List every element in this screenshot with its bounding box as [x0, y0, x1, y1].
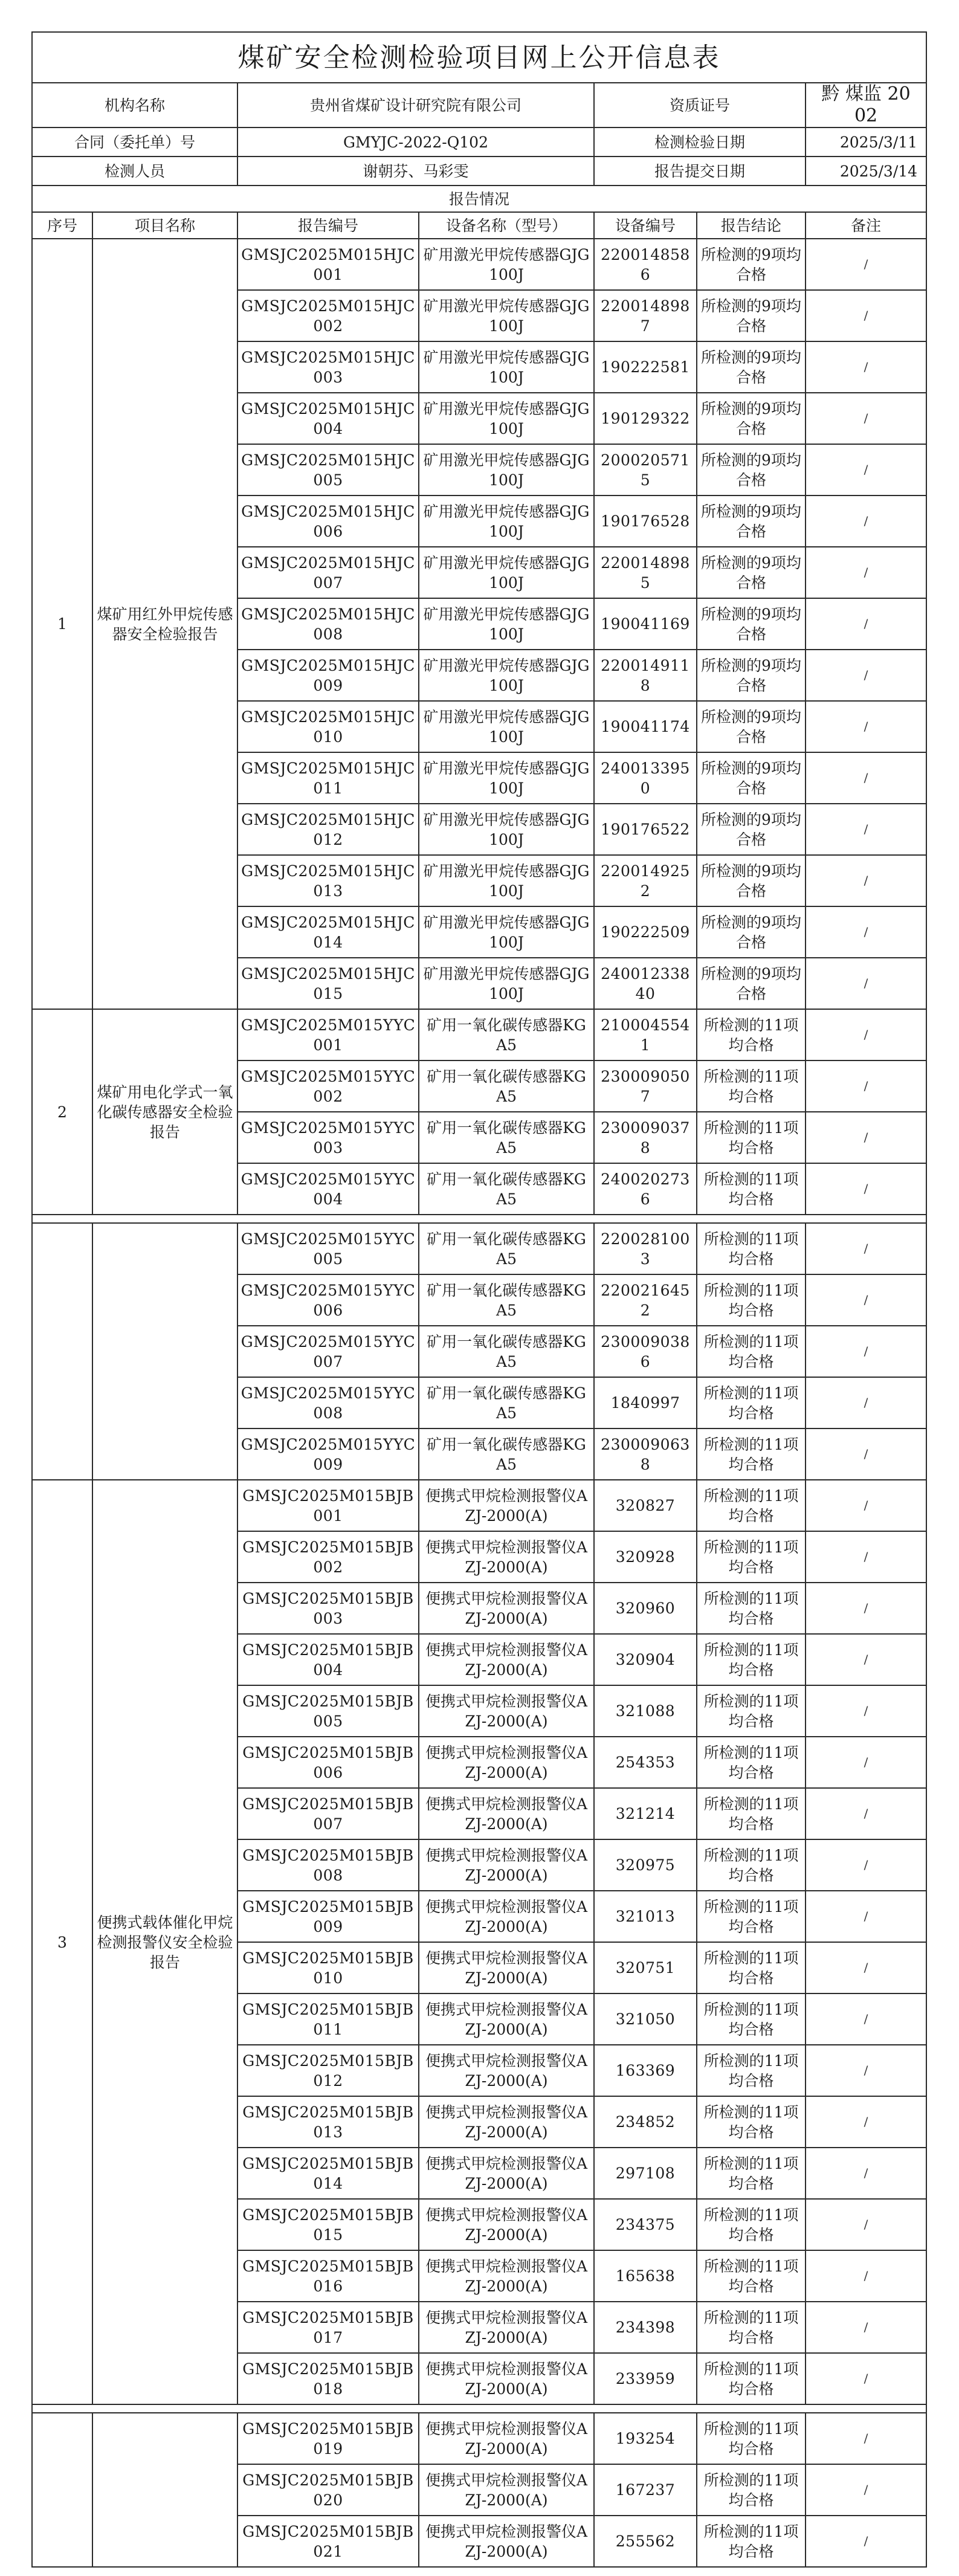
divider-cell [32, 1215, 926, 1223]
row-report-number: GMSJC2025M015YYC001 [237, 1009, 419, 1060]
row-device-name: 便携式甲烷检测报警仪AZJ-2000(A) [419, 2148, 594, 2199]
row-device-name: 便携式甲烷检测报警仪AZJ-2000(A) [419, 1993, 594, 2045]
row-conclusion: 所检测的11项均合格 [697, 1788, 806, 1839]
row-conclusion: 所检测的11项均合格 [697, 1112, 806, 1163]
row-conclusion: 所检测的11项均合格 [697, 2148, 806, 2199]
column-header-conclusion: 报告结论 [697, 212, 806, 239]
contract-value: GMYJC-2022-Q102 [237, 128, 594, 157]
row-conclusion: 所检测的9项均合格 [697, 598, 806, 650]
row-note: / [806, 1112, 926, 1163]
row-note: / [806, 393, 926, 444]
row-device-name: 矿用激光甲烷传感器GJG100J [419, 496, 594, 547]
row-note: / [806, 2516, 926, 2567]
table-row [32, 1480, 926, 1531]
row-report-number: GMSJC2025M015BJB015 [237, 2199, 419, 2250]
row-seq: 1 [32, 239, 92, 1009]
section-title: 报告情况 [32, 186, 926, 212]
row-note: / [806, 1163, 926, 1215]
row-report-number: GMSJC2025M015BJB006 [237, 1737, 419, 1788]
row-report-number: GMSJC2025M015BJB003 [237, 1583, 419, 1634]
row-device-serial: 320975 [594, 1839, 697, 1891]
row-device-serial: 2200149252 [594, 855, 697, 906]
row-report-number: GMSJC2025M015BJB016 [237, 2250, 419, 2302]
column-header-seq: 序号 [32, 212, 92, 239]
row-device-serial: 321050 [594, 1993, 697, 2045]
row-device-name: 矿用激光甲烷传感器GJG100J [419, 444, 594, 496]
row-device-name: 便携式甲烷检测报警仪AZJ-2000(A) [419, 2096, 594, 2148]
row-device-name: 矿用激光甲烷传感器GJG100J [419, 804, 594, 855]
row-conclusion: 所检测的9项均合格 [697, 290, 806, 341]
row-conclusion: 所检测的11项均合格 [697, 2302, 806, 2353]
row-report-number: GMSJC2025M015HJC015 [237, 958, 419, 1009]
row-device-serial: 233959 [594, 2353, 697, 2404]
row-conclusion: 所检测的11项均合格 [697, 1060, 806, 1112]
row-device-name: 矿用一氧化碳传感器KGA5 [419, 1377, 594, 1428]
row-report-number: GMSJC2025M015BJB007 [237, 1788, 419, 1839]
row-device-serial: 1840997 [594, 1377, 697, 1428]
row-conclusion: 所检测的11项均合格 [697, 2413, 806, 2464]
row-report-number: GMSJC2025M015BJB012 [237, 2045, 419, 2096]
row-device-name: 便携式甲烷检测报警仪AZJ-2000(A) [419, 1788, 594, 1839]
row-report-number: GMSJC2025M015BJB008 [237, 1839, 419, 1891]
row-project: 煤矿用红外甲烷传感器安全检验报告 [92, 239, 237, 1009]
row-note: / [806, 341, 926, 393]
row-conclusion: 所检测的11项均合格 [697, 1428, 806, 1480]
row-device-serial: 24001233840 [594, 958, 697, 1009]
row-note: / [806, 2302, 926, 2353]
row-conclusion: 所检测的11项均合格 [697, 1634, 806, 1685]
contract-label: 合同（委托单）号 [32, 128, 237, 157]
row-note: / [806, 2148, 926, 2199]
row-device-name: 矿用激光甲烷传感器GJG100J [419, 958, 594, 1009]
row-note: / [806, 2045, 926, 2096]
row-conclusion: 所检测的9项均合格 [697, 239, 806, 290]
row-note: / [806, 1428, 926, 1480]
row-note: / [806, 1480, 926, 1531]
row-device-name: 便携式甲烷检测报警仪AZJ-2000(A) [419, 2413, 594, 2464]
info-table [31, 31, 927, 2568]
divider-cell [32, 2404, 926, 2413]
row-device-name: 便携式甲烷检测报警仪AZJ-2000(A) [419, 1583, 594, 1634]
row-seq: 3 [32, 1480, 92, 2404]
row-device-name: 矿用激光甲烷传感器GJG100J [419, 650, 594, 701]
inspect-date-value: 2025/3/11 [806, 128, 926, 157]
row-conclusion: 所检测的11项均合格 [697, 1685, 806, 1737]
row-note: / [806, 444, 926, 496]
row-device-name: 矿用激光甲烷传感器GJG100J [419, 547, 594, 598]
row-device-serial: 2300090507 [594, 1060, 697, 1112]
row-conclusion: 所检测的9项均合格 [697, 496, 806, 547]
row-device-serial: 255562 [594, 2516, 697, 2567]
row-note: / [806, 2464, 926, 2516]
row-device-name: 矿用激光甲烷传感器GJG100J [419, 855, 594, 906]
row-device-name: 矿用激光甲烷传感器GJG100J [419, 341, 594, 393]
row-report-number: GMSJC2025M015BJB010 [237, 1942, 419, 1993]
row-device-name: 矿用一氧化碳传感器KGA5 [419, 1223, 594, 1274]
row-report-number: GMSJC2025M015HJC010 [237, 701, 419, 752]
row-note: / [806, 290, 926, 341]
row-device-name: 矿用激光甲烷传感器GJG100J [419, 701, 594, 752]
row-conclusion: 所检测的11项均合格 [697, 1274, 806, 1326]
column-header-device: 设备名称（型号） [419, 212, 594, 239]
row-device-name: 矿用一氧化碳传感器KGA5 [419, 1428, 594, 1480]
org-label: 机构名称 [32, 83, 237, 128]
row-device-name: 便携式甲烷检测报警仪AZJ-2000(A) [419, 1685, 594, 1737]
row-device-serial: 320904 [594, 1634, 697, 1685]
row-device-serial: 234852 [594, 2096, 697, 2148]
row-report-number: GMSJC2025M015BJB019 [237, 2413, 419, 2464]
row-note: / [806, 1583, 926, 1634]
row-note: / [806, 547, 926, 598]
row-device-serial: 2000205715 [594, 444, 697, 496]
staff-label: 检测人员 [32, 157, 237, 186]
row-seq: 2 [32, 1009, 92, 1215]
row-device-serial: 165638 [594, 2250, 697, 2302]
row-device-serial: 2200148586 [594, 239, 697, 290]
row-report-number: GMSJC2025M015HJC006 [237, 496, 419, 547]
row-device-serial: 2400202736 [594, 1163, 697, 1215]
row-device-name: 矿用激光甲烷传感器GJG100J [419, 752, 594, 804]
row-device-serial: 234398 [594, 2302, 697, 2353]
row-report-number: GMSJC2025M015BJB002 [237, 1531, 419, 1583]
row-note: / [806, 650, 926, 701]
row-note: / [806, 2096, 926, 2148]
row-device-name: 矿用激光甲烷传感器GJG100J [419, 239, 594, 290]
row-device-serial: 297108 [594, 2148, 697, 2199]
row-conclusion: 所检测的11项均合格 [697, 2199, 806, 2250]
row-conclusion: 所检测的9项均合格 [697, 752, 806, 804]
info-sheet [31, 31, 926, 2568]
row-note: / [806, 2413, 926, 2464]
column-header-project: 项目名称 [92, 212, 237, 239]
row-device-name: 便携式甲烷检测报警仪AZJ-2000(A) [419, 1891, 594, 1942]
row-device-name: 便携式甲烷检测报警仪AZJ-2000(A) [419, 1737, 594, 1788]
row-device-name: 矿用一氧化碳传感器KGA5 [419, 1326, 594, 1377]
row-device-serial: 320928 [594, 1531, 697, 1583]
row-conclusion: 所检测的9项均合格 [697, 547, 806, 598]
row-conclusion: 所检测的11项均合格 [697, 2045, 806, 2096]
row-device-name: 便携式甲烷检测报警仪AZJ-2000(A) [419, 1480, 594, 1531]
row-report-number: GMSJC2025M015HJC009 [237, 650, 419, 701]
row-device-name: 矿用激光甲烷传感器GJG100J [419, 598, 594, 650]
row-conclusion: 所检测的11项均合格 [697, 1163, 806, 1215]
row-device-serial: 320960 [594, 1583, 697, 1634]
row-report-number: GMSJC2025M015BJB020 [237, 2464, 419, 2516]
column-header-row [32, 212, 926, 239]
row-conclusion: 所检测的9项均合格 [697, 650, 806, 701]
row-conclusion: 所检测的11项均合格 [697, 1377, 806, 1428]
table-row [32, 1223, 926, 1274]
row-report-number: GMSJC2025M015BJB004 [237, 1634, 419, 1685]
row-device-name: 矿用一氧化碳传感器KGA5 [419, 1163, 594, 1215]
row-note: / [806, 1377, 926, 1428]
row-note: / [806, 239, 926, 290]
row-device-serial: 2200281003 [594, 1223, 697, 1274]
row-device-name: 矿用激光甲烷传感器GJG100J [419, 906, 594, 958]
row-report-number: GMSJC2025M015HJC013 [237, 855, 419, 906]
row-report-number: GMSJC2025M015BJB011 [237, 1993, 419, 2045]
section-divider [32, 1215, 926, 1223]
row-device-serial: 234375 [594, 2199, 697, 2250]
row-device-serial: 190176528 [594, 496, 697, 547]
row-conclusion: 所检测的11项均合格 [697, 1326, 806, 1377]
row-device-serial: 190041174 [594, 701, 697, 752]
row-note: / [806, 906, 926, 958]
row-device-name: 矿用一氧化碳传感器KGA5 [419, 1009, 594, 1060]
row-device-serial: 163369 [594, 2045, 697, 2096]
row-conclusion: 所检测的11项均合格 [697, 2353, 806, 2404]
row-device-name: 便携式甲烷检测报警仪AZJ-2000(A) [419, 2250, 594, 2302]
row-conclusion: 所检测的11项均合格 [697, 1480, 806, 1531]
row-device-serial: 190041169 [594, 598, 697, 650]
row-device-serial: 2200216452 [594, 1274, 697, 1326]
row-device-serial: 193254 [594, 2413, 697, 2464]
row-report-number: GMSJC2025M015YYC009 [237, 1428, 419, 1480]
row-report-number: GMSJC2025M015HJC012 [237, 804, 419, 855]
row-note: / [806, 1009, 926, 1060]
row-device-name: 矿用激光甲烷传感器GJG100J [419, 290, 594, 341]
row-device-serial: 254353 [594, 1737, 697, 1788]
row-device-serial: 190222581 [594, 341, 697, 393]
row-device-serial: 2100045541 [594, 1009, 697, 1060]
row-device-name: 便携式甲烷检测报警仪AZJ-2000(A) [419, 1839, 594, 1891]
row-conclusion: 所检测的11项均合格 [697, 2516, 806, 2567]
row-device-name: 便携式甲烷检测报警仪AZJ-2000(A) [419, 2353, 594, 2404]
row-device-serial: 2400133950 [594, 752, 697, 804]
row-device-serial: 2200149118 [594, 650, 697, 701]
row-note: / [806, 1942, 926, 1993]
row-note: / [806, 1839, 926, 1891]
inspect-date-label: 检测检验日期 [594, 128, 806, 157]
row-conclusion: 所检测的9项均合格 [697, 906, 806, 958]
row-project: 便携式载体催化甲烷检测报警仪安全检验报告 [92, 1480, 237, 2404]
row-report-number: GMSJC2025M015YYC002 [237, 1060, 419, 1112]
row-device-name: 便携式甲烷检测报警仪AZJ-2000(A) [419, 1942, 594, 1993]
row-conclusion: 所检测的11项均合格 [697, 1891, 806, 1942]
row-conclusion: 所检测的9项均合格 [697, 341, 806, 393]
row-note: / [806, 1634, 926, 1685]
row-note: / [806, 1326, 926, 1377]
column-header-serial: 设备编号 [594, 212, 697, 239]
row-report-number: GMSJC2025M015HJC003 [237, 341, 419, 393]
cert-label: 资质证号 [594, 83, 806, 128]
row-report-number: GMSJC2025M015BJB021 [237, 2516, 419, 2567]
row-note: / [806, 752, 926, 804]
row-device-serial: 2300090386 [594, 1326, 697, 1377]
row-device-serial: 2300090638 [594, 1428, 697, 1480]
row-project-continued [92, 2413, 237, 2567]
column-header-note: 备注 [806, 212, 926, 239]
row-device-serial: 190222509 [594, 906, 697, 958]
row-conclusion: 所检测的11项均合格 [697, 2096, 806, 2148]
row-conclusion: 所检测的11项均合格 [697, 1223, 806, 1274]
row-project-continued [92, 1223, 237, 1480]
org-value: 贵州省煤矿设计研究院有限公司 [237, 83, 594, 128]
row-conclusion: 所检测的11项均合格 [697, 2464, 806, 2516]
row-note: / [806, 496, 926, 547]
row-report-number: GMSJC2025M015BJB013 [237, 2096, 419, 2148]
row-device-serial: 321088 [594, 1685, 697, 1737]
row-report-number: GMSJC2025M015HJC004 [237, 393, 419, 444]
row-conclusion: 所检测的11项均合格 [697, 1942, 806, 1993]
row-device-name: 便携式甲烷检测报警仪AZJ-2000(A) [419, 2199, 594, 2250]
row-note: / [806, 1737, 926, 1788]
table-row [32, 1009, 926, 1060]
row-device-name: 便携式甲烷检测报警仪AZJ-2000(A) [419, 2516, 594, 2567]
row-device-serial: 321214 [594, 1788, 697, 1839]
row-device-name: 便携式甲烷检测报警仪AZJ-2000(A) [419, 2045, 594, 2096]
cert-value: 黔 煤监 20 02 [806, 83, 926, 128]
row-conclusion: 所检测的11项均合格 [697, 1737, 806, 1788]
row-report-number: GMSJC2025M015HJC011 [237, 752, 419, 804]
row-note: / [806, 598, 926, 650]
row-device-serial: 320827 [594, 1480, 697, 1531]
row-device-serial: 2200148985 [594, 547, 697, 598]
row-report-number: GMSJC2025M015BJB005 [237, 1685, 419, 1737]
row-report-number: GMSJC2025M015YYC003 [237, 1112, 419, 1163]
row-conclusion: 所检测的11项均合格 [697, 1531, 806, 1583]
row-note: / [806, 958, 926, 1009]
section-divider [32, 2404, 926, 2413]
row-seq-continued [32, 1223, 92, 1480]
row-note: / [806, 1993, 926, 2045]
row-note: / [806, 1685, 926, 1737]
row-note: / [806, 1060, 926, 1112]
table-body [32, 32, 926, 2567]
row-report-number: GMSJC2025M015BJB017 [237, 2302, 419, 2353]
row-device-name: 便携式甲烷检测报警仪AZJ-2000(A) [419, 1634, 594, 1685]
row-conclusion: 所检测的11项均合格 [697, 1009, 806, 1060]
row-note: / [806, 2199, 926, 2250]
row-conclusion: 所检测的11项均合格 [697, 1839, 806, 1891]
row-conclusion: 所检测的11项均合格 [697, 2250, 806, 2302]
row-note: / [806, 2250, 926, 2302]
row-conclusion: 所检测的9项均合格 [697, 958, 806, 1009]
row-device-name: 便携式甲烷检测报警仪AZJ-2000(A) [419, 1531, 594, 1583]
row-report-number: GMSJC2025M015HJC008 [237, 598, 419, 650]
row-device-name: 便携式甲烷检测报警仪AZJ-2000(A) [419, 2302, 594, 2353]
row-note: / [806, 804, 926, 855]
row-device-name: 矿用一氧化碳传感器KGA5 [419, 1274, 594, 1326]
row-note: / [806, 855, 926, 906]
row-device-name: 矿用激光甲烷传感器GJG100J [419, 393, 594, 444]
row-report-number: GMSJC2025M015HJC002 [237, 290, 419, 341]
table-row [32, 239, 926, 290]
row-device-serial: 167237 [594, 2464, 697, 2516]
row-device-serial: 2200148987 [594, 290, 697, 341]
row-device-serial: 320751 [594, 1942, 697, 1993]
row-report-number: GMSJC2025M015BJB001 [237, 1480, 419, 1531]
row-report-number: GMSJC2025M015YYC005 [237, 1223, 419, 1274]
row-conclusion: 所检测的9项均合格 [697, 444, 806, 496]
row-note: / [806, 1274, 926, 1326]
row-device-serial: 190129322 [594, 393, 697, 444]
row-conclusion: 所检测的9项均合格 [697, 855, 806, 906]
row-device-serial: 2300090378 [594, 1112, 697, 1163]
row-report-number: GMSJC2025M015HJC014 [237, 906, 419, 958]
row-report-number: GMSJC2025M015HJC001 [237, 239, 419, 290]
row-device-serial: 321013 [594, 1891, 697, 1942]
staff-value: 谢朝芬、马彩雯 [237, 157, 594, 186]
row-note: / [806, 1223, 926, 1274]
row-conclusion: 所检测的9项均合格 [697, 393, 806, 444]
row-report-number: GMSJC2025M015BJB014 [237, 2148, 419, 2199]
row-project: 煤矿用电化学式一氧化碳传感器安全检验报告 [92, 1009, 237, 1215]
row-note: / [806, 1531, 926, 1583]
submit-date-value: 2025/3/14 [806, 157, 926, 186]
table-row [32, 2413, 926, 2464]
row-report-number: GMSJC2025M015YYC008 [237, 1377, 419, 1428]
row-note: / [806, 701, 926, 752]
row-conclusion: 所检测的11项均合格 [697, 1993, 806, 2045]
row-report-number: GMSJC2025M015BJB018 [237, 2353, 419, 2404]
submit-date-label: 报告提交日期 [594, 157, 806, 186]
row-note: / [806, 1891, 926, 1942]
row-note: / [806, 1788, 926, 1839]
row-device-name: 矿用一氧化碳传感器KGA5 [419, 1060, 594, 1112]
row-device-serial: 190176522 [594, 804, 697, 855]
page-title: 煤矿安全检测检验项目网上公开信息表 [32, 32, 926, 83]
column-header-report: 报告编号 [237, 212, 419, 239]
row-seq-continued [32, 2413, 92, 2567]
row-note: / [806, 2353, 926, 2404]
row-device-name: 便携式甲烷检测报警仪AZJ-2000(A) [419, 2464, 594, 2516]
row-report-number: GMSJC2025M015YYC004 [237, 1163, 419, 1215]
row-report-number: GMSJC2025M015YYC006 [237, 1274, 419, 1326]
row-report-number: GMSJC2025M015HJC005 [237, 444, 419, 496]
row-report-number: GMSJC2025M015YYC007 [237, 1326, 419, 1377]
row-device-name: 矿用一氧化碳传感器KGA5 [419, 1112, 594, 1163]
row-conclusion: 所检测的9项均合格 [697, 804, 806, 855]
row-report-number: GMSJC2025M015BJB009 [237, 1891, 419, 1942]
row-conclusion: 所检测的9项均合格 [697, 701, 806, 752]
row-conclusion: 所检测的11项均合格 [697, 1583, 806, 1634]
row-report-number: GMSJC2025M015HJC007 [237, 547, 419, 598]
